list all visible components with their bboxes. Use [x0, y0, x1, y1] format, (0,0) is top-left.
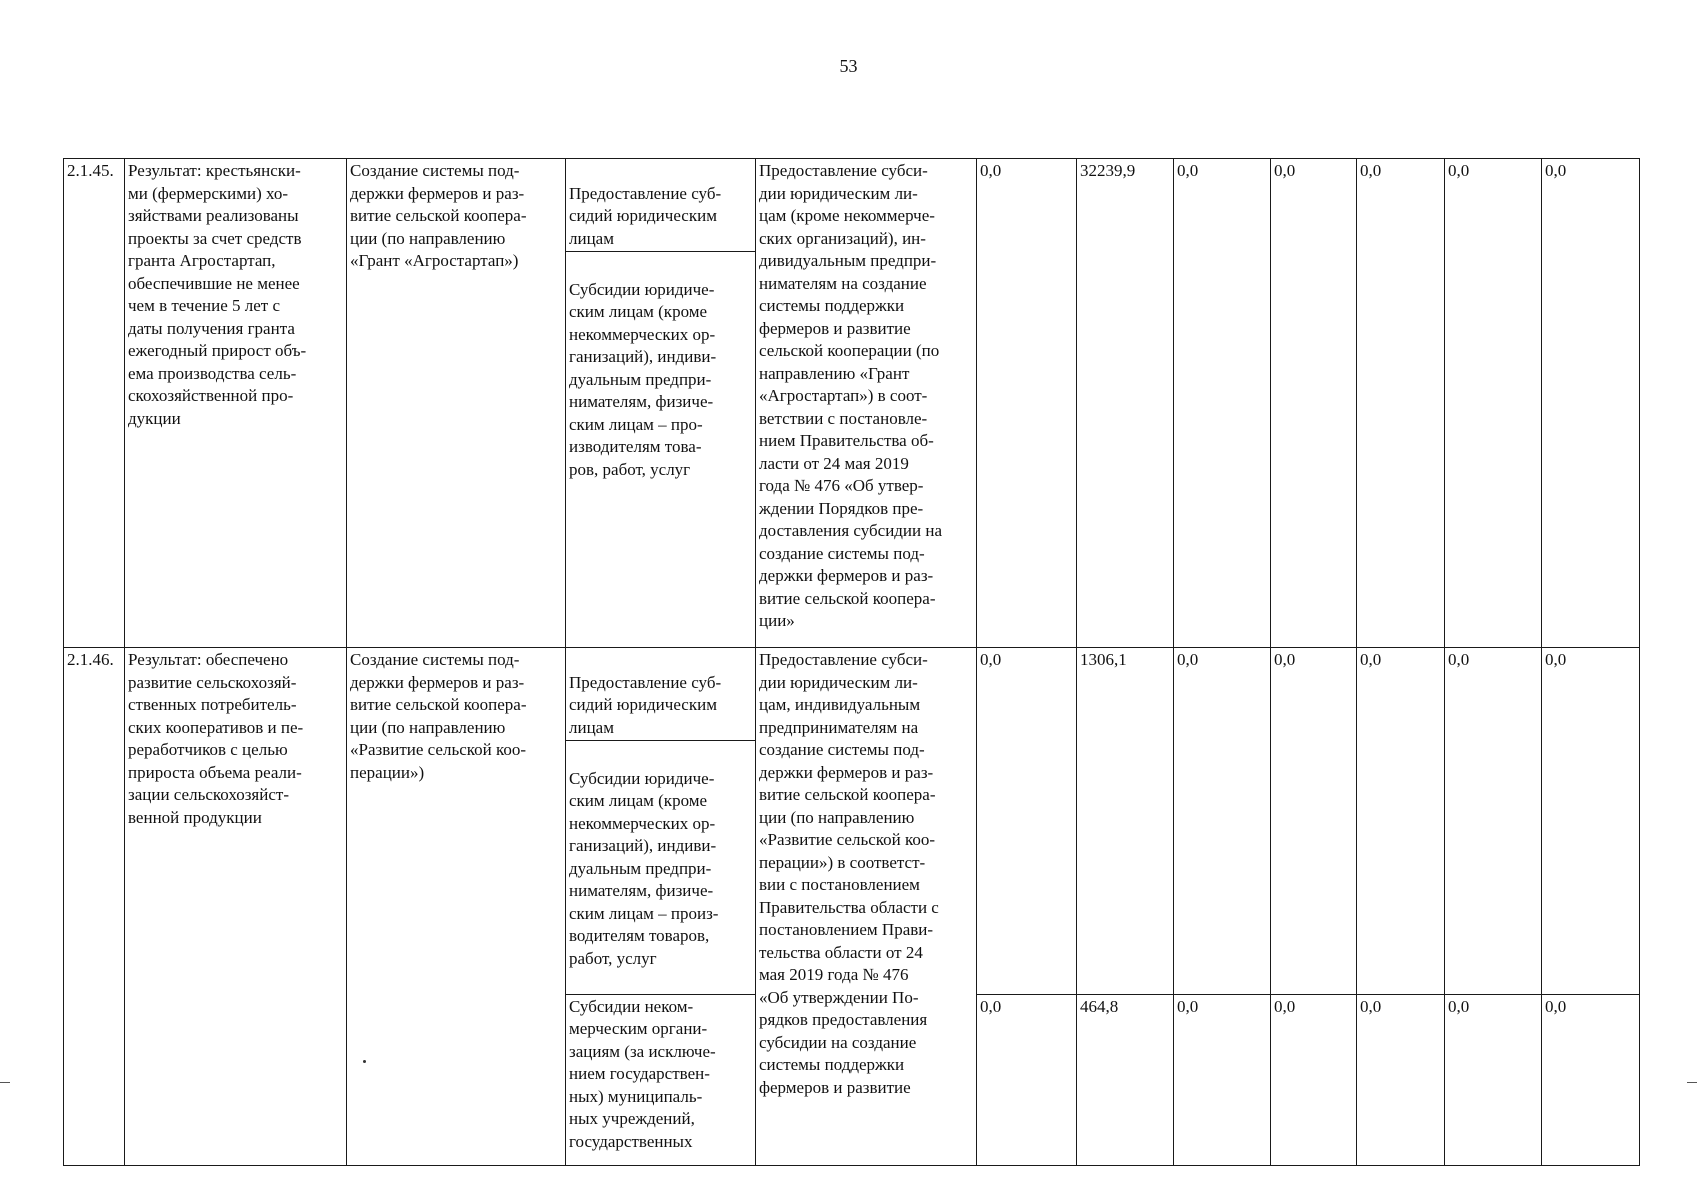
value-cell: 0,0: [1271, 159, 1357, 648]
value-cell: 0,0: [1542, 159, 1640, 648]
right-margin-mark: [1687, 1082, 1697, 1083]
value-cell: 0,0: [1445, 994, 1542, 1165]
value-cell: 0,0: [1271, 994, 1357, 1165]
value-cell: 0,0: [1542, 994, 1640, 1165]
value-cell: 1306,1: [1077, 648, 1174, 995]
program-table: [63, 158, 1640, 1166]
value-cell: 0,0: [1174, 994, 1271, 1165]
table-row: [64, 648, 1640, 995]
result-cell: Результат: крестьянски- ми (фермерскими) хо- зяйствами реализованы проекты за счет средств гранта Агростартап, обеспечившие не менее чем в течение 5 лет с даты получения гранта ежегодный прирост объ- ема производства сель- скохозяйственной про- дукции: [125, 159, 347, 648]
result-cell: Результат: обеспечено развитие сельскохозяй- ственных потребитель- ских кооперативов и пе- реработчиков с целью прироста объема реали- зации сельскохозяйст- венной продукции: [125, 648, 347, 1166]
value-cell: 0,0: [1174, 159, 1271, 648]
value-cell: 0,0: [1271, 648, 1357, 995]
value-cell: 0,0: [1445, 648, 1542, 995]
value-cell: 0,0: [1357, 994, 1445, 1165]
scan-dot: [363, 1060, 366, 1063]
measure-cell: Создание системы под- держки фермеров и раз- витие сельской коопера- ции (по направлению «Грант «Агростартап»): [347, 159, 566, 648]
recipient-name: Субсидии неком- мерческим органи- зациям (за исключе- нием государствен- ных) муниципаль- ных учреждений, государственных: [566, 994, 756, 1165]
recipient-cell: [566, 159, 756, 648]
value-cell: 0,0: [977, 994, 1077, 1165]
recipient-group-label: Предоставление суб- сидий юридическим лицам: [566, 671, 755, 742]
description-cell: Предоставление субси- дии юридическим ли- цам (кроме некоммерче- ских организаций), ин- дивидуальным предпри- нимателям на создание системы поддержки фермеров и развитие сельской кооперации (по направлению «Грант «Агростартап») в соот- ветствии с постановле- нием Правительства об- ласти от 24 мая 2019 года № 476 «Об утвер- ждении Порядков пре- доставления субсидии на создание системы под- держки фермеров и раз- витие сельской коопера- ции»: [756, 159, 977, 648]
value-cell: 0,0: [1357, 159, 1445, 648]
value-cell: 0,0: [1357, 648, 1445, 995]
row-number: 2.1.46.: [64, 648, 125, 1166]
value-cell: 0,0: [977, 159, 1077, 648]
value-cell: 32239,9: [1077, 159, 1174, 648]
table-row: [64, 159, 1640, 648]
value-cell: 0,0: [1445, 159, 1542, 648]
recipient-name: Субсидии юридиче- ским лицам (кроме некоммерческих ор- ганизаций), индиви- дуальным предпри- нимателям, физиче- ским лицам – про- изводителям това- ров, работ, услуг: [569, 279, 717, 479]
value-cell: 0,0: [1542, 648, 1640, 995]
page-number: 53: [839, 56, 858, 76]
measure-cell: Создание системы под- держки фермеров и раз- витие сельской коопера- ции (по направлению «Развитие сельской коо- перации»): [347, 648, 566, 1166]
recipient-cell: [566, 648, 756, 995]
value-cell: 464,8: [1077, 994, 1174, 1165]
value-cell: 0,0: [977, 648, 1077, 995]
recipient-group-label: Предоставление суб- сидий юридическим лицам: [566, 182, 755, 253]
recipient-name: Субсидии юридиче- ским лицам (кроме некоммерческих ор- ганизаций), индиви- дуальным предпри- нимателям, физиче- ским лицам – произ- водителям товаров, работ, услуг: [569, 768, 719, 968]
row-number: 2.1.45.: [64, 159, 125, 648]
left-margin-mark: [0, 1082, 10, 1083]
description-cell: Предоставление субси- дии юридическим ли- цам, индивидуальным предпринимателям на создание системы под- держки фермеров и раз- витие сельской коопера- ции (по направлению «Развитие сельской коо- перации») в соответст- вии с постановлением Правительства области с постановлением Прави- тельства области от 24 мая 2019 года № 476 «Об утверждении По- рядков предоставления субсидии на создание системы поддержки фермеров и развитие: [756, 648, 977, 1166]
value-cell: 0,0: [1174, 648, 1271, 995]
